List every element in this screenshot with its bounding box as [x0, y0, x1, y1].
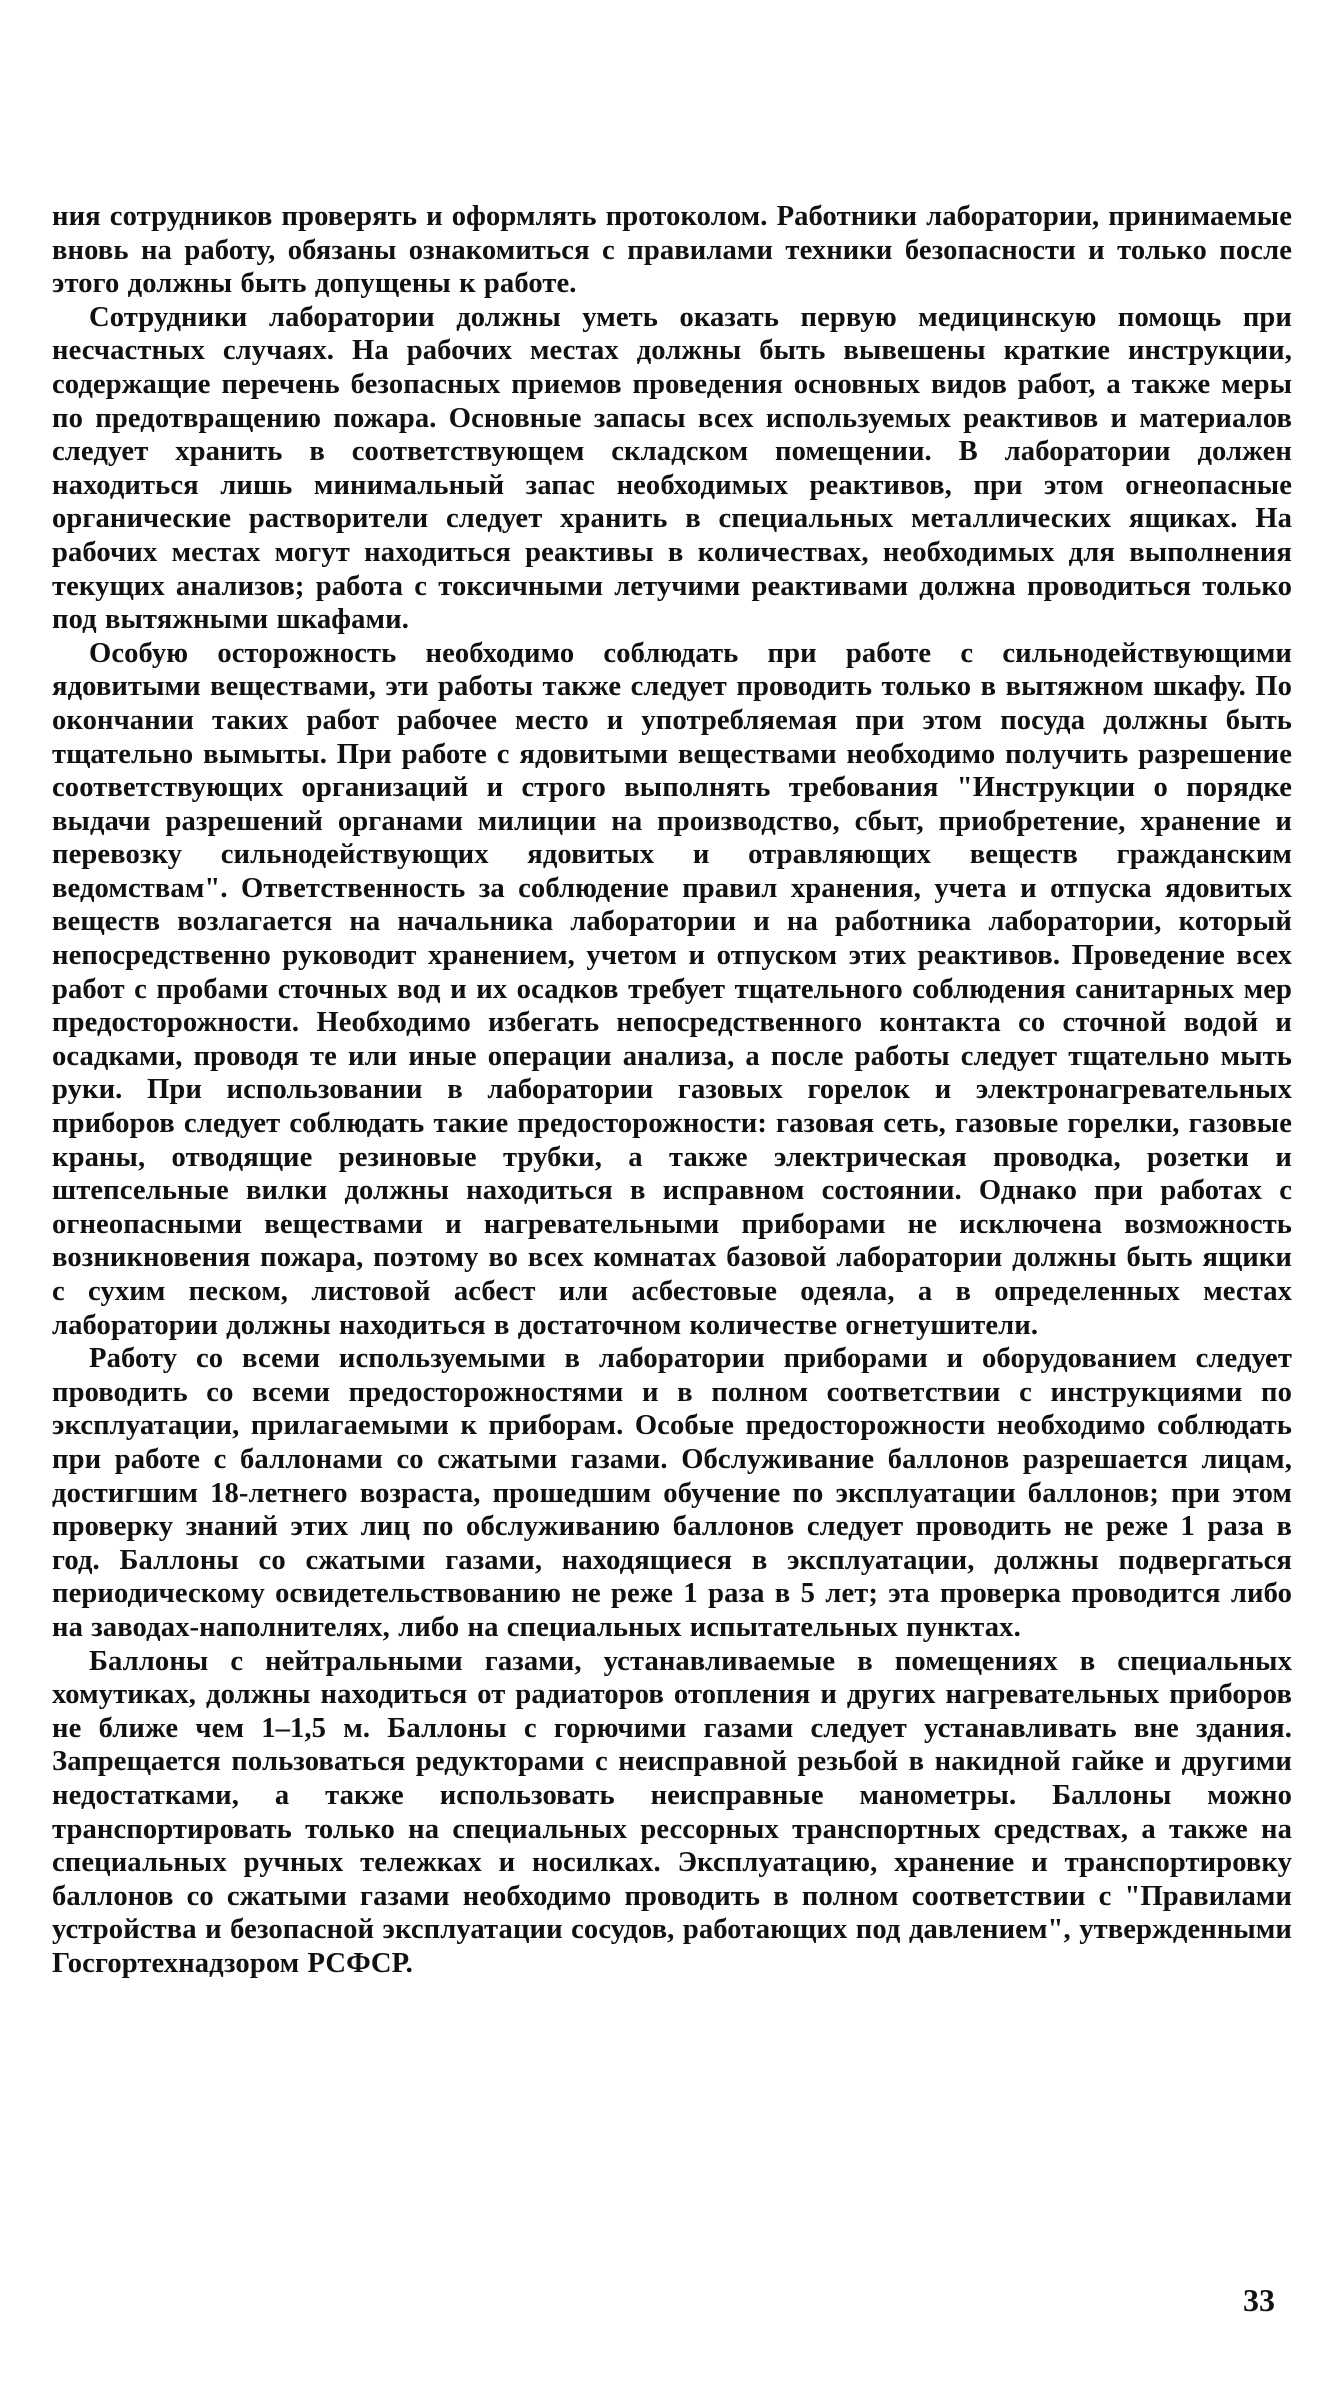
paragraph-toxic-substances: Особую осторожность необходимо соблюдать при работе с сильнодействующими ядовитыми веществами, эти работы также следует проводить только в вытяжном шкафу. По окончании таких работ рабочее место и употребляемая при этом посуда должны быть тщательно вымыты. При работе с ядовитыми веществами необходимо получить разрешение соответствующих организаций и строго выполнять требования "Инструкции о порядке выдачи разрешений органами милиции на производство, сбыт, приобретение, хранение и перевозку сильнодействующих ядовитых и отравляющих веществ гражданским ведомствам". Ответственность за соблюдение правил хранения, учета и отпуска ядовитых веществ возлагается на начальника лаборатории и на работника лаборатории, который непосредственно руководит хранением, учетом и отпуском этих реактивов. Проведение всех работ с пробами сточных вод и их осадков требует тщательного соблюдения санитарных мер предосторожности. Необходимо избегать непосредственного контакта со сточной водой и осадками, проводя те или иные операции анализа, а после работы следует тщательно мыть руки. При использовании в лаборатории газовых горелок и электронагревательных приборов следует соблюдать такие предосторожности: газовая сеть, газовые горелки, газовые краны, отводящие резиновые трубки, а также электрическая проводка, розетки и штепсельные вилки должны находиться в исправном состоянии. Однако при работах с огнеопасными веществами и нагревательными приборами не исключена возможность возникновения пожара, поэтому во всех комнатах базовой лаборатории должны быть ящики с сухим песком, листовой асбест или асбестовые одеяла, а в определенных местах лаборатории должны находиться в достаточном количестве огнетушители.: [52, 637, 1292, 1341]
paragraph-first-aid: Сотрудники лаборатории должны уметь оказать первую медицинскую помощь при несчастных случаях. На рабочих местах должны быть вывешены краткие инструкции, содержащие перечень безопасных приемов проведения основных видов работ, а также меры по предотвращению пожара. Основные запасы всех используемых реактивов и материалов следует хранить в соответствующем складском помещении. В лаборатории должен находиться лишь минимальный запас необходимых реактивов, при этом огнеопасные органические растворители следует хранить в специальных металлических ящиках. На рабочих местах могут находиться реактивы в количествах, необходимых для выполнения текущих анализов; работа с токсичными летучими реактивами должна проводиться только под вытяжными шкафами.: [52, 301, 1292, 636]
page-number: 33: [1243, 2282, 1275, 2318]
paragraph-neutral-gases: Баллоны с нейтральными газами, устанавливаемые в помещениях в специальных хомутиках, должны находиться от радиаторов отопления и других нагревательных приборов не ближе чем 1–1,5 м. Баллоны с горючими газами следует устанавливать вне здания. Запрещается пользоваться редукторами с неисправной резьбой в накидной гайке и другими недостатками, а также использовать неисправные манометры. Баллоны можно транспортировать только на специальных рессорных транспортных средствах, а также на специальных ручных тележках и носилках. Эксплуатацию, хранение и транспортировку баллонов со сжатыми газами необходимо проводить в полном соответствии с "Правилами устройства и безопасной эксплуатации сосудов, работающих под давлением", утвержденными Госгортехнадзором РСФСР.: [52, 1645, 1292, 1979]
paragraph-gas-cylinders: Работу со всеми используемыми в лаборатории приборами и оборудованием следует проводить со всеми предосторожностями и в полном соответствии с инструкциями по эксплуатации, прилагаемыми к приборам. Особые предосторожности необходимо соблюдать при работе с баллонами со сжатыми газами. Обслуживание баллонов разрешается лицам, достигшим 18-летнего возраста, прошедшим обучение по эксплуатации баллонов; при этом проверку знаний этих лиц по обслуживанию баллонов следует проводить не реже 1 раза в год. Баллоны со сжатыми газами, находящиеся в эксплуатации, должны подвергаться периодическому освидетельствованию не реже 1 раза в 5 лет; эта проверка проводится либо на заводах-наполнителях, либо на специальных испытательных пунктах.: [52, 1343, 1292, 1643]
body-text: [52, 200, 1292, 1980]
paragraph-continuation: ния сотрудников проверять и оформлять протоколом. Работники лаборатории, принимаемые вновь на работу, обязаны ознакомиться с правилами техники безопасности и только после этого должны быть допущены к работе.: [52, 201, 1292, 300]
